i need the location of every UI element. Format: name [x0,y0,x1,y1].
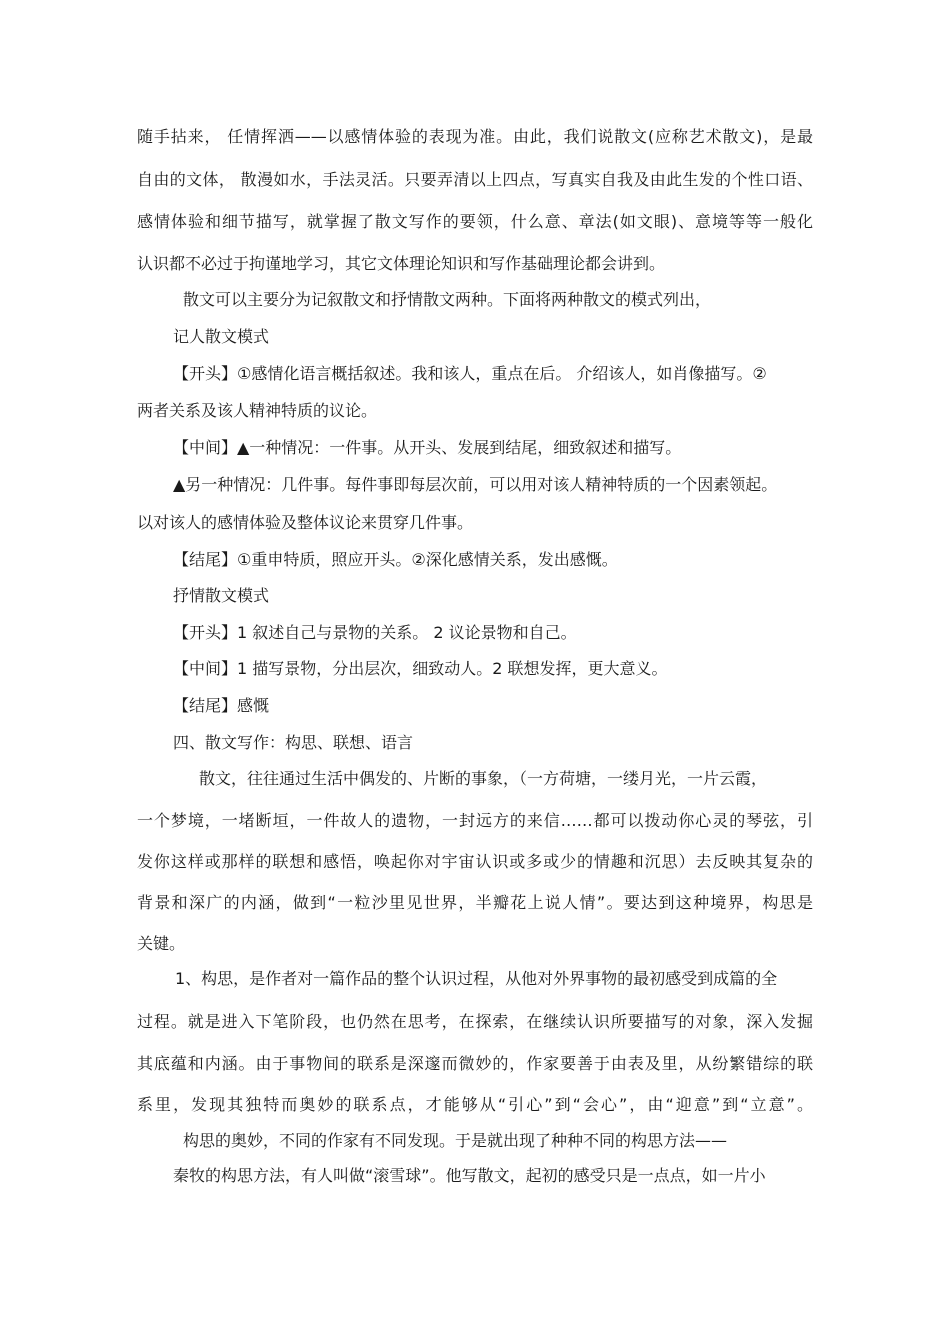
section-heading: 四、散文写作：构思、联想、语言 [173,733,414,752]
text-line: 自由的文体， 散漫如水，手法灵活。只要弄清以上四点，写真实自我及由此生发的个性口语、 [137,170,813,189]
text-line: 【结尾】①重申特质，照应开头。②深化感情关系，发出感慨。 [173,550,618,569]
text-line: 以对该人的感情体验及整体议论来贯穿几件事。 [137,513,474,532]
text-line: 感情体验和细节描写，就掌握了散文写作的要领，什么意、章法(如文眼)、意境等等一般化 [137,212,813,231]
text-line: 散文，往往通过生活中偶发的、片断的事象，（一方荷塘，一缕月光，一片云霞， [199,769,768,788]
text-line: 秦牧的构思方法，有人叫做“滚雪球”。他写散文，起初的感受只是一点点，如一片小 [173,1166,766,1185]
text-line: 系里，发现其独特而奥妙的联系点，才能够从“引心”到“会心”，由“迎意”到“立意”。 [137,1095,813,1114]
text-line: 一个梦境，一堵断垣，一件故人的遗物，一封远方的来信……都可以拨动你心灵的琴弦，引 [137,811,813,830]
text-line: 【中间】▲一种情况：一件事。从开头、发展到结尾，细致叙述和描写。 [173,438,682,457]
text-line: 【结尾】感慨 [173,696,270,715]
text-line: 认识都不必过于拘谨地学习，其它文体理论知识和写作基础理论都会讲到。 [137,254,666,273]
text-line: 其底蕴和内涵。由于事物间的联系是深邃而微妙的，作家要善于由表及里，从纷繁错综的联 [137,1054,813,1073]
text-line: 两者关系及该人精神特质的议论。 [137,401,378,420]
text-line: 构思的奥妙，不同的作家有不同发现。于是就出现了种种不同的构思方法—— [183,1131,728,1150]
text-line: 关键。 [137,934,186,953]
text-line: 【开头】①感情化语言概括叙述。我和该人，重点在后。 介绍该人，如肖像描写。② [173,364,767,383]
text-line: 【开头】1 叙述自己与景物的关系。 2 议论景物和自己。 [173,623,577,642]
text-line: 过程。就是进入下笔阶段，也仍然在思考，在探索，在继续认识所要描写的对象，深入发掘 [137,1012,813,1031]
section-heading: 记人散文模式 [173,327,270,346]
text-line: 发你这样或那样的联想和感悟，唤起你对宇宙认识或多或少的情趣和沉思）去反映其复杂的 [137,852,813,871]
text-line: 背景和深广的内涵，做到“一粒沙里见世界，半瓣花上说人情”。要达到这种境界，构思是 [137,893,813,912]
text-line: 【中间】1 描写景物，分出层次，细致动人。2 联想发挥，更大意义。 [173,659,668,678]
text-line: 1、构思，是作者对一篇作品的整个认识过程，从他对外界事物的最初感受到成篇的全 [175,969,778,988]
text-line: ▲另一种情况：几件事。每件事即每层次前，可以用对该人精神特质的一个因素领起。 [173,475,778,494]
text-line: 随手拈来， 任情挥洒——以感情体验的表现为准。由此，我们说散文(应称艺术散文)，是最 [137,127,813,146]
text-line: 散文可以主要分为记叙散文和抒情散文两种。下面将两种散文的模式列出， [183,290,712,309]
section-heading: 抒情散文模式 [173,586,270,605]
